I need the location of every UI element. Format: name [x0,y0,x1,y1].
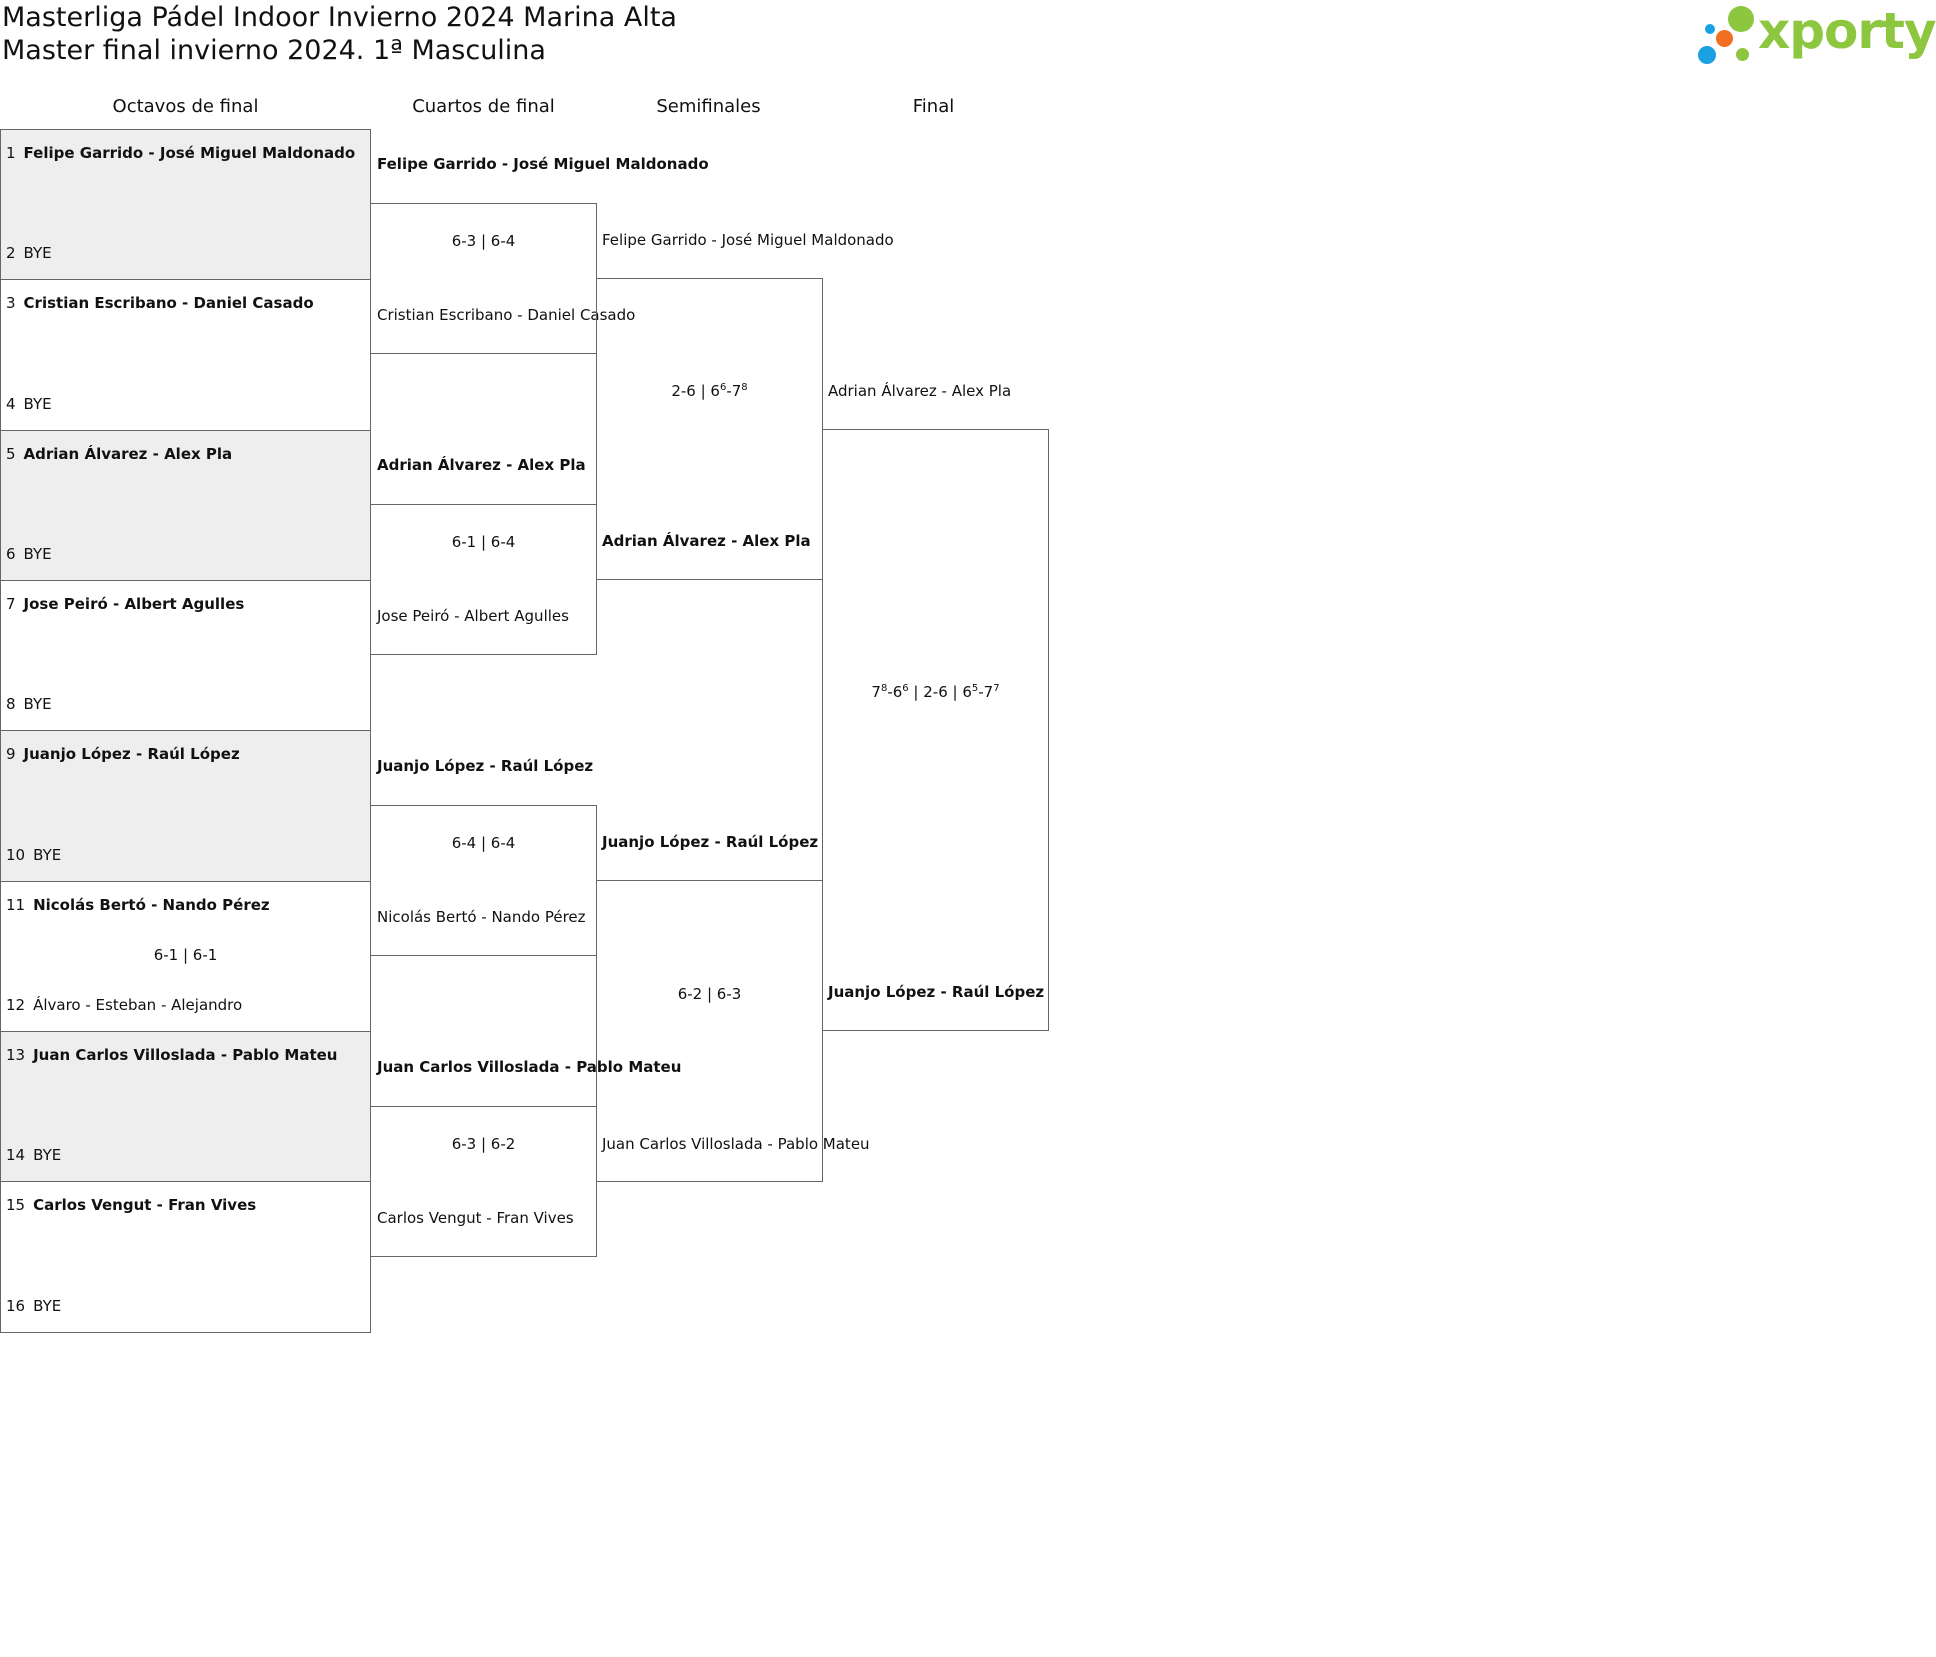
seed-number: 1 [6,144,16,162]
match-score: 6-3 | 6-4 [451,232,516,250]
score-part: -7 [978,683,994,701]
score-part: | 2-6 | 6 [908,683,972,701]
round-header-octavos: Octavos de final [112,96,259,117]
octavos-team-slot[interactable] [6,395,52,413]
seed-number: 5 [6,445,16,463]
octavos-team-slot[interactable] [6,1146,61,1164]
team-name: Álvaro - Esteban - Alejandro [33,996,243,1014]
seed-number: 10 [6,846,26,864]
team-name: Juanjo López - Raúl López [23,745,240,763]
octavos-team-slot[interactable] [6,294,314,312]
octavos-team-slot[interactable] [6,745,240,763]
team-name: Jose Peiró - Albert Agulles [23,595,245,613]
seed-number: 7 [6,595,16,613]
match-score: 6-1 | 6-1 [153,946,218,964]
cuartos-team-slot[interactable]: Jose Peiró - Albert Agulles [377,607,569,625]
octavos-team-slot[interactable] [6,595,244,613]
octavos-team-slot[interactable] [6,1196,256,1214]
team-name: BYE [23,545,52,563]
seed-number: 12 [6,996,26,1014]
team-name: Adrian Álvarez - Alex Pla [23,445,233,463]
logo-text: xporty [1758,2,1936,60]
match-score [596,382,823,400]
score-part: -6 [887,683,903,701]
seed-number: 9 [6,745,16,763]
octavos-team-slot[interactable] [6,545,52,563]
seed-number: 15 [6,1196,26,1214]
seed-number: 8 [6,695,16,713]
cuartos-team-slot[interactable]: Carlos Vengut - Fran Vives [377,1209,574,1227]
score-part: 2-6 | 6 [671,382,720,400]
logo-dot-orange-icon [1716,30,1733,47]
team-name: Carlos Vengut - Fran Vives [33,1196,257,1214]
score-tiebreak: 7 [993,683,1000,694]
team-name: BYE [33,846,62,864]
cuartos-team-slot[interactable]: Cristian Escribano - Daniel Casado [377,306,636,324]
round-header-cuartos: Cuartos de final [412,96,555,117]
octavos-team-slot[interactable] [6,1297,61,1315]
semis-team-slot[interactable]: Juanjo López - Raúl López [602,833,819,851]
page-subtitle: Master final invierno 2024. 1ª Masculina [2,35,546,66]
match-score: 6-4 | 6-4 [451,834,516,852]
octavos-team-slot[interactable] [6,144,355,162]
logo-dot-blue-icon [1698,46,1716,64]
round-header-semifinales: Semifinales [656,96,761,117]
seed-number: 2 [6,244,16,262]
match-score: 6-2 | 6-3 [677,985,742,1003]
seed-number: 6 [6,545,16,563]
logo-dot-green-icon [1728,6,1754,32]
cuartos-team-slot[interactable]: Felipe Garrido - José Miguel Maldonado [377,155,709,173]
team-name: BYE [23,695,52,713]
semis-team-slot[interactable]: Adrian Álvarez - Alex Pla [602,532,811,550]
team-name: BYE [33,1297,62,1315]
score-tiebreak: 5 [971,683,979,694]
seed-number: 16 [6,1297,26,1315]
octavos-team-slot[interactable] [6,896,270,914]
score-tiebreak: 6 [902,683,909,694]
team-name: Cristian Escribano - Daniel Casado [23,294,314,312]
score-part: 7 [871,683,881,701]
semis-team-slot[interactable]: Juan Carlos Villoslada - Pablo Mateu [602,1135,870,1153]
logo-dot-green-small-icon [1736,48,1749,61]
octavos-team-slot[interactable] [6,695,52,713]
final-team-slot[interactable]: Juanjo López - Raúl López [828,983,1045,1001]
cuartos-team-slot[interactable]: Nicolás Bertó - Nando Pérez [377,908,586,926]
team-name: BYE [23,244,52,262]
octavos-team-slot[interactable] [6,445,232,463]
seed-number: 11 [6,896,26,914]
cuartos-match-3 [370,805,597,956]
seed-number: 4 [6,395,16,413]
xporty-logo[interactable] [1696,2,1936,66]
score-tiebreak: 8 [741,382,748,393]
team-name: BYE [23,395,52,413]
seed-number: 13 [6,1046,26,1064]
team-name: Felipe Garrido - José Miguel Maldonado [23,144,356,162]
octavos-team-slot[interactable] [6,846,61,864]
octavos-team-slot[interactable] [6,244,52,262]
page-title: Masterliga Pádel Indoor Invierno 2024 Marina Alta [2,2,677,33]
cuartos-team-slot[interactable]: Adrian Álvarez - Alex Pla [377,456,586,474]
seed-number: 14 [6,1146,26,1164]
cuartos-match-4 [370,1106,597,1257]
final-score [822,683,1049,701]
cuartos-team-slot[interactable]: Juanjo López - Raúl López [377,757,594,775]
seed-number: 3 [6,294,16,312]
team-name: Juan Carlos Villoslada - Pablo Mateu [33,1046,338,1064]
score-tiebreak: 8 [880,683,888,694]
score-tiebreak: 6 [719,382,727,393]
logo-dot-blue-small-icon [1705,24,1715,34]
final-team-slot[interactable]: Adrian Álvarez - Alex Pla [828,382,1012,400]
team-name: Nicolás Bertó - Nando Pérez [33,896,270,914]
octavos-team-slot[interactable] [6,1046,338,1064]
match-score: 6-1 | 6-4 [451,533,516,551]
team-name: BYE [33,1146,62,1164]
final-match [822,429,1049,1031]
round-header-final: Final [912,96,955,117]
score-part: -7 [726,382,742,400]
octavos-team-slot[interactable] [6,996,242,1014]
semis-team-slot[interactable]: Felipe Garrido - José Miguel Maldonado [602,231,894,249]
cuartos-match-2 [370,504,597,655]
cuartos-match-1 [370,203,636,354]
match-score: 6-3 | 6-2 [451,1135,516,1153]
cuartos-team-slot[interactable]: Juan Carlos Villoslada - Pablo Mateu [377,1058,682,1076]
